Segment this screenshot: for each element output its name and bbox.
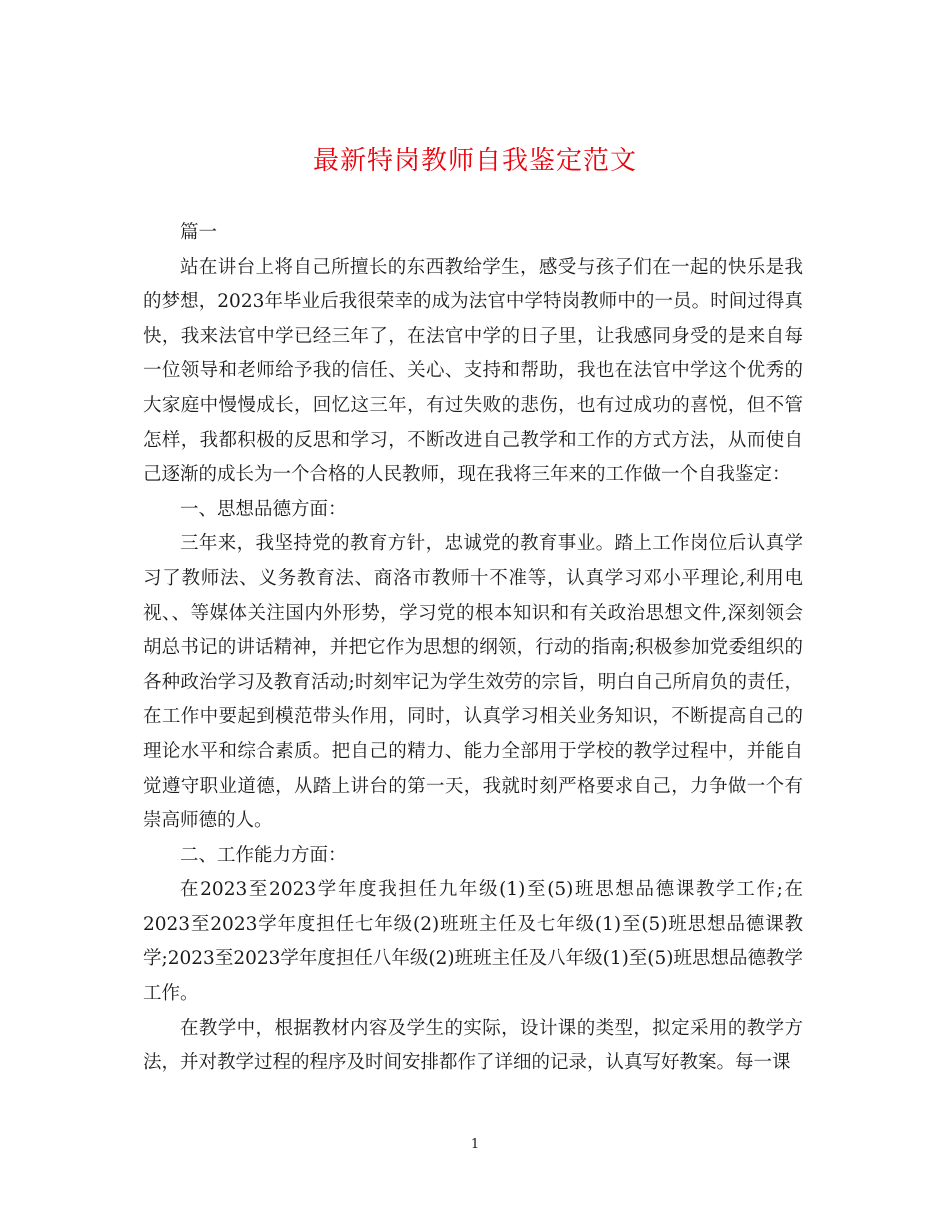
paragraph: 在教学中，根据教材内容及学生的实际，设计课的类型，拟定采用的教学方法，并对教学过程的程序及时间安排都作了详细的记录，认真写好教案。每一课	[143, 1017, 803, 1074]
paragraph: 站在讲台上将自己所擅长的东西教给学生，感受与孩子们在一起的快乐是我的梦想，2023年毕业后我很荣幸的成为法官中学特岗教师中的一员。时间过得真快，我来法官中学已经三年了，在法官中学的日子里，让我感同身受的是来自每一位领导和老师给予我的信任、关心、支持和帮助，我也在法官中学这个优秀的大家庭中慢慢成长，回忆这三年，有过失败的悲伤，也有过成功的喜悦，但不管怎样，我都积极的反思和学习，不断改进自己教学和工作的方式方法，从而使自己逐渐的成长为一个合格的人民教师，现在我将三年来的工作做一个自我鉴定：	[143, 256, 803, 486]
page-number: 1	[470, 1137, 480, 1152]
section-heading: 二、工作能力方面：	[180, 844, 347, 866]
section-label: 篇一	[180, 222, 218, 243]
document-title: 最新特岗教师自我鉴定范文	[312, 146, 637, 176]
section-heading: 一、思想品德方面：	[180, 498, 347, 520]
paragraph: 在2023至2023学年度我担任九年级(1)至(5)班思想品德课教学工作;在2023至2023学年度担任七年级(2)班班主任及七年级(1)至(5)班思想品德课教学;2023至2023学年度担任八年级(2)班班主任及八年级(1)至(5)班思想品德教学工作。	[143, 879, 804, 1005]
document-body	[143, 216, 803, 1081]
paragraph: 三年来，我坚持党的教育方针，忠诚党的教育事业。踏上工作岗位后认真学习了教师法、义务教育法、商洛市教师十不准等，认真学习邓小平理论,利用电视、、等媒体关注国内外形势，学习党的根本知识和有关政治思想文件,深刻领会胡总书记的讲话精神，并把它作为思想的纲领，行动的指南;积极参加党委组织的各种政治学习及教育活动;时刻牢记为学生效劳的宗旨，明白自己所肩负的责任，在工作中要起到模范带头作用，同时，认真学习相关业务知识，不断提高自己的理论水平和综合素质。把自己的精力、能力全部用于学校的教学过程中，并能自觉遵守职业道德，从踏上讲台的第一天，我就时刻严格要求自己，力争做一个有崇高师德的人。	[143, 533, 803, 832]
